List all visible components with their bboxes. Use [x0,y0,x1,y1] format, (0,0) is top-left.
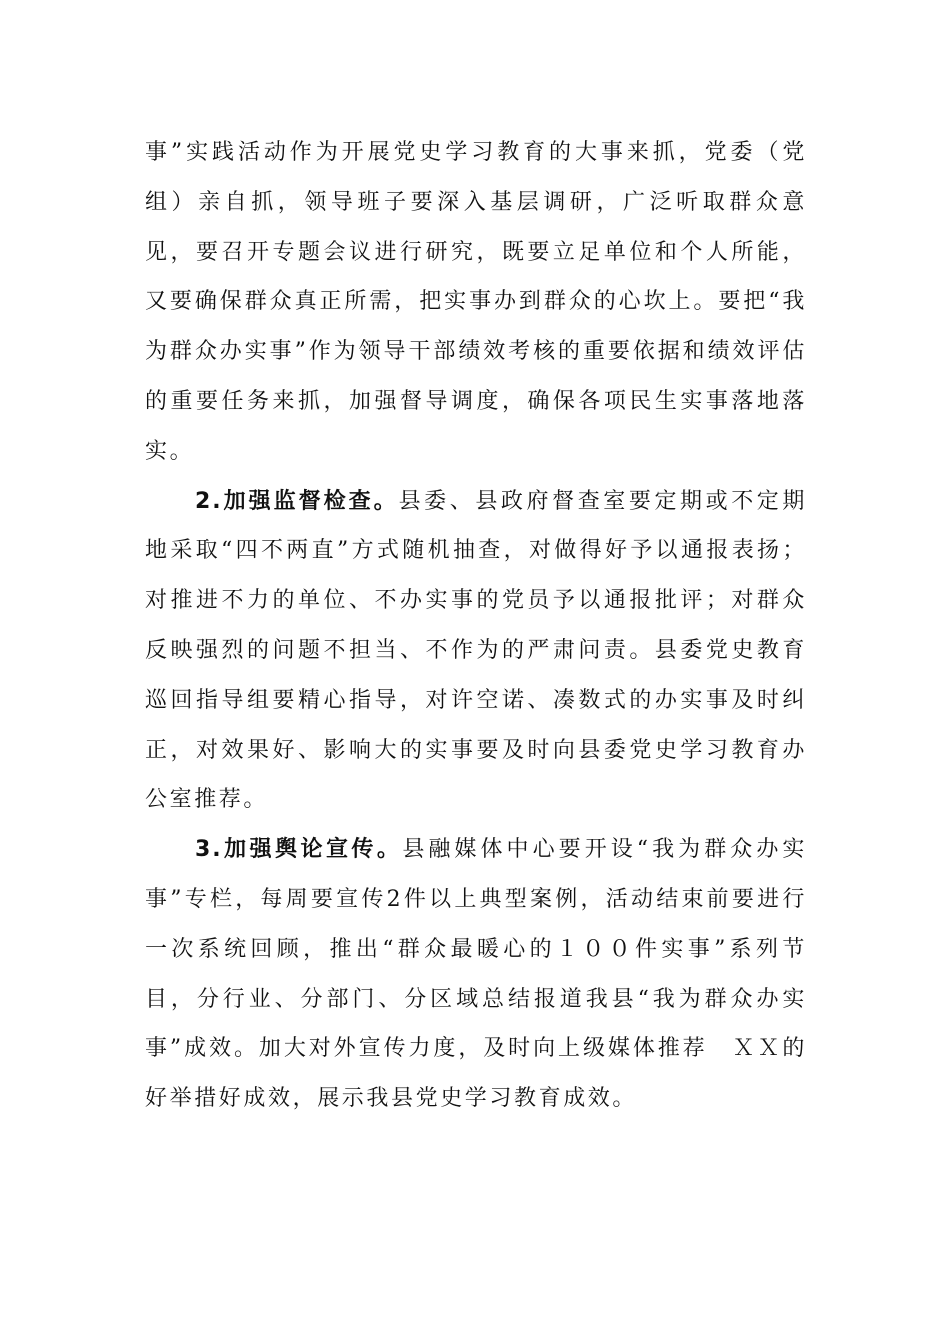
document-body [145,128,807,1124]
paragraph-heading: 3.加强舆论宣传。 [195,837,403,863]
paragraph-heading: 2.加强监督检查。 [195,488,399,514]
paragraph-text: 县融媒体中心要开设“我为群众办实事”专栏，每周要宣传2件以上典型案例，活动结束前要进行一次系统回顾，推出“群众最暖心的１００件实事”系列节目，分行业、分部门、分区域总结报道我县“我为群众办实事”成效。加大对外宣传力度，及时向上级媒体推荐 ＸＸ的好举措好成效，展示我县党史学习教育成效。 [145,837,807,1112]
paragraph-supervision [145,477,807,826]
paragraph-text: 事”实践活动作为开展党史学习教育的大事来抓，党委（党组）亲自抓，领导班子要深入基层调研，广泛听取群众意见，要召开专题会议进行研究，既要立足单位和个人所能，又要确保群众真正所需，把实事办到群众的心坎上。要把“我为群众办实事”作为领导干部绩效考核的重要依据和绩效评估的重要任务来抓，加强督导调度，确保各项民生实事落地落实。 [145,140,807,464]
paragraph-publicity [145,825,807,1124]
paragraph-continued [145,128,807,477]
paragraph-text: 县委、县政府督查室要定期或不定期地采取“四不两直”方式随机抽查，对做得好予以通报表扬；对推进不力的单位、不办实事的党员予以通报批评；对群众反映强烈的问题不担当、不作为的严肃问责。县委党史教育巡回指导组要精心指导，对许空诺、凑数式的办实事及时纠正，对效果好、影响大的实事要及时向县委党史学习教育办公室推荐。 [145,488,807,813]
